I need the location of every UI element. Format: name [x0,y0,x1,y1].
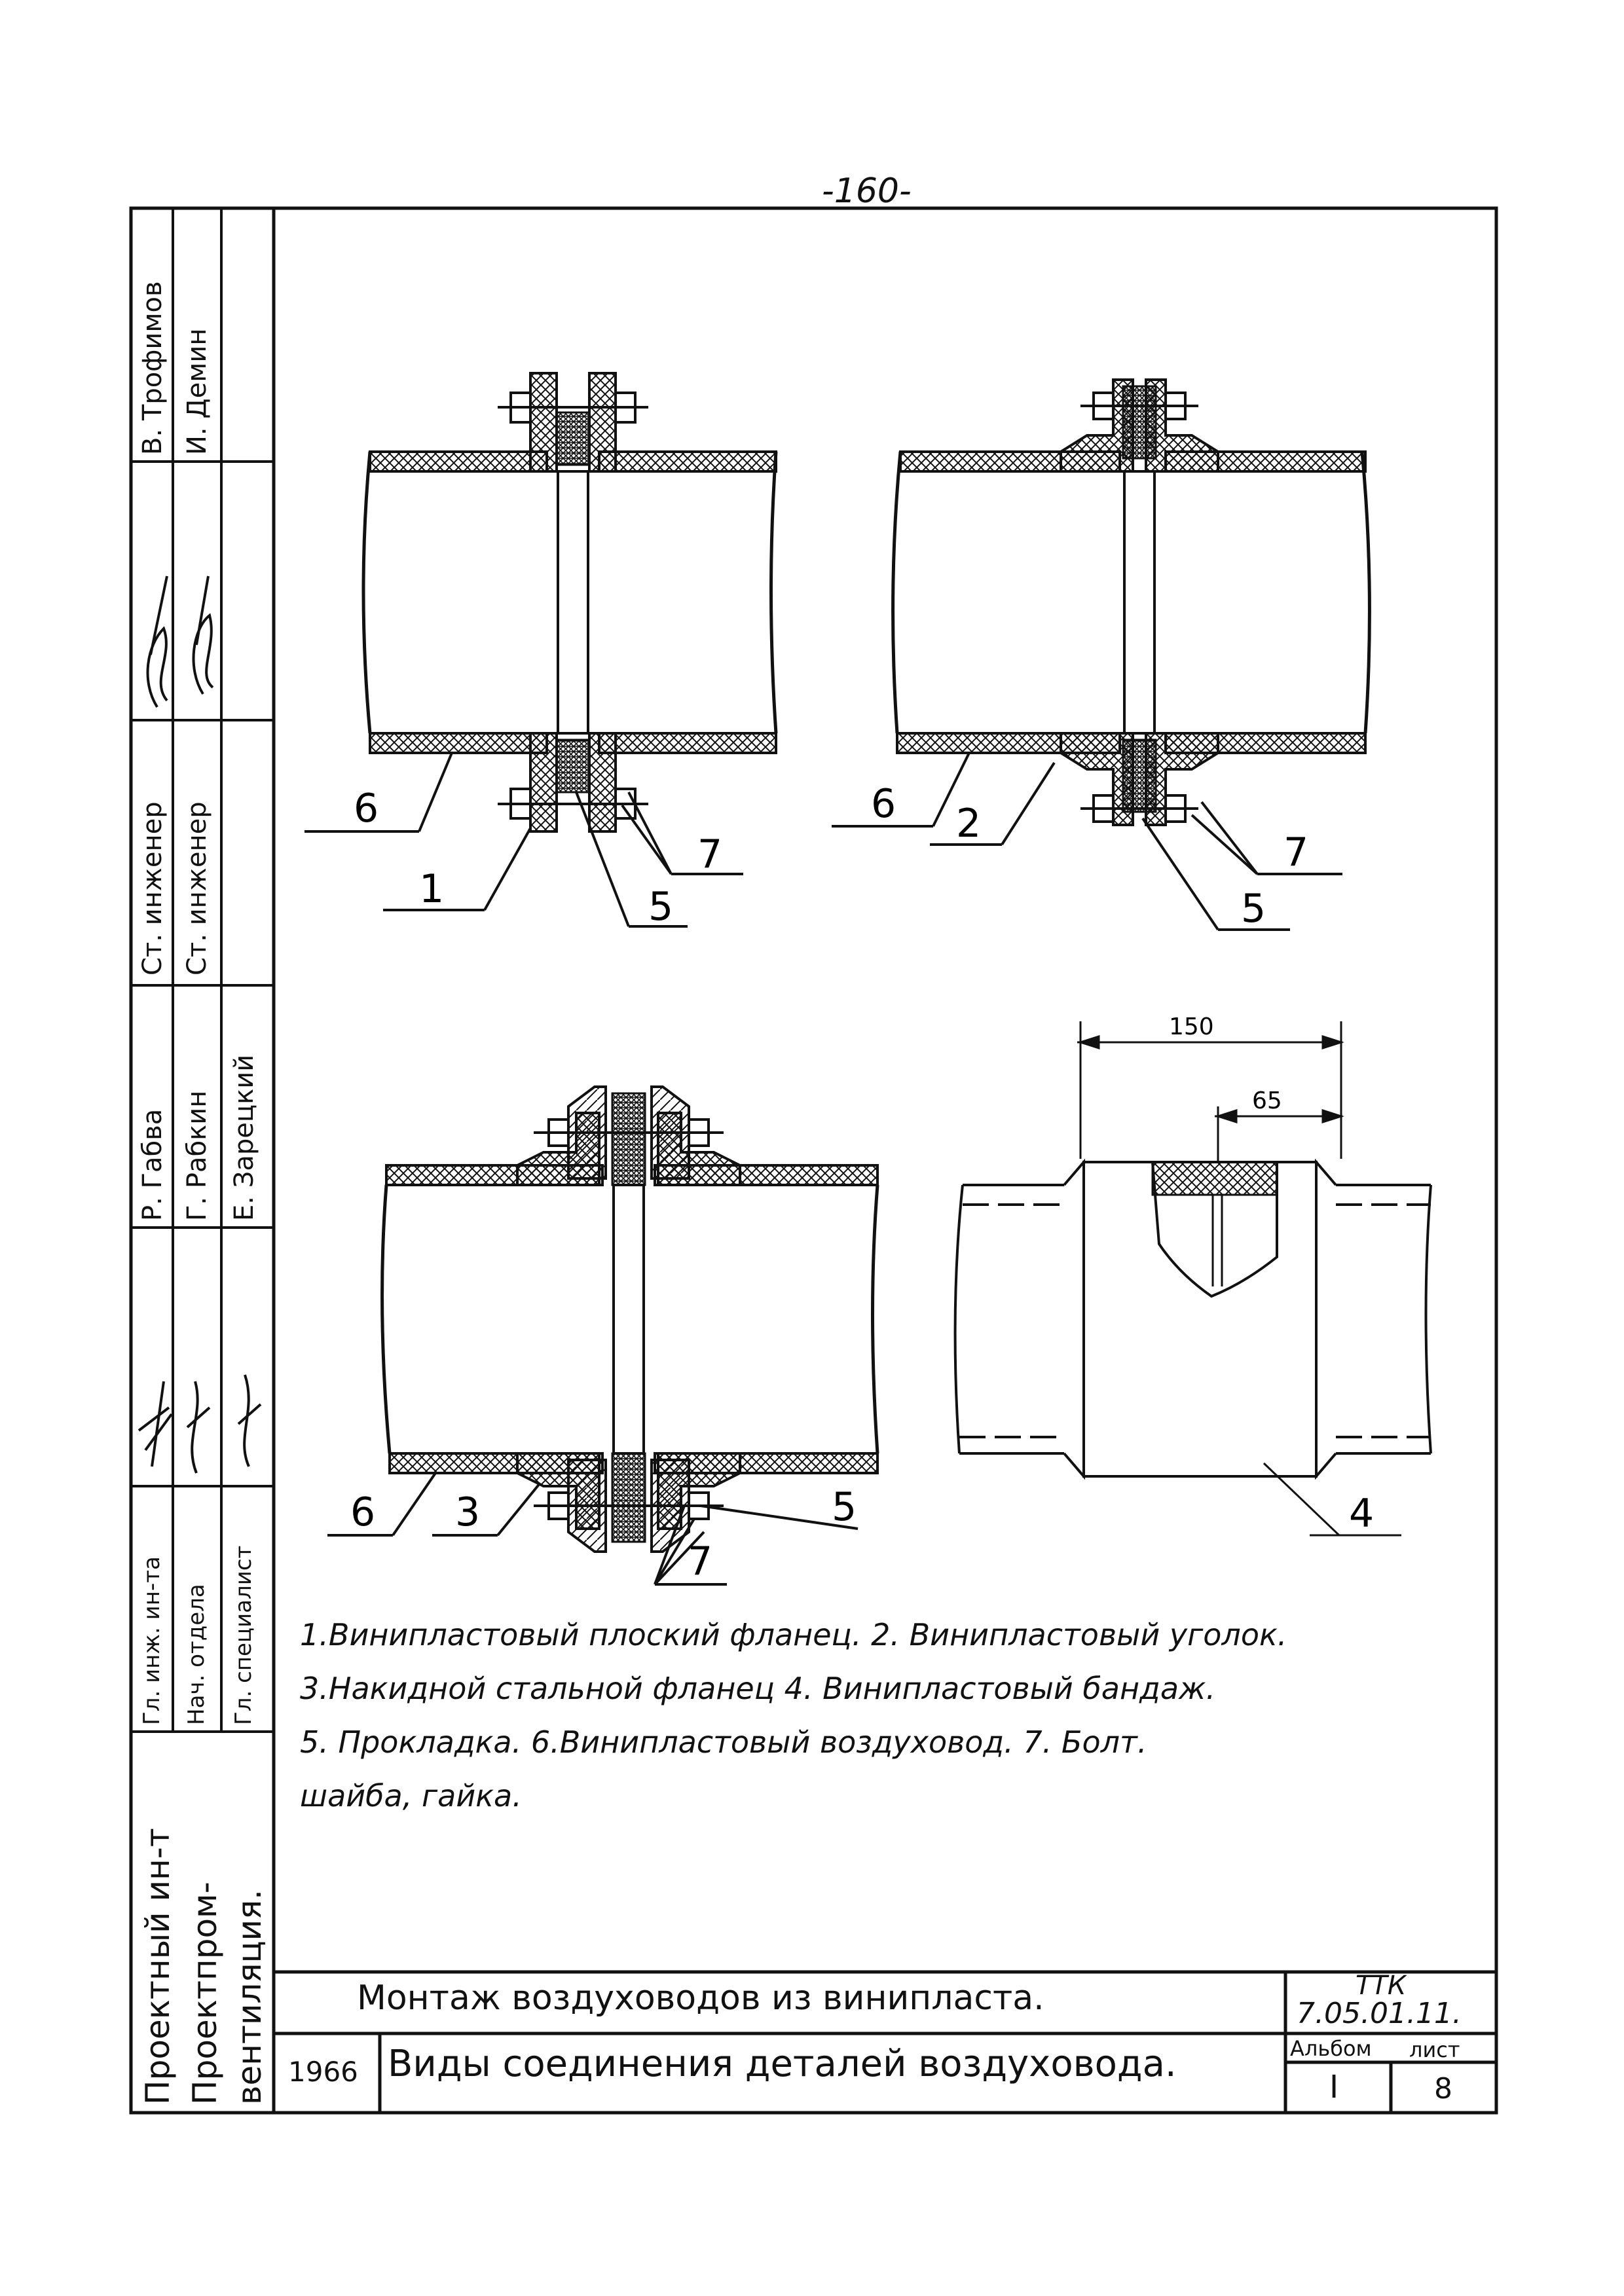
legend-line-2: 3.Накидной стальной фланец 4. Винипластовый бандаж. [300,1671,1216,1706]
v3-callout-7: 7 [688,1539,713,1584]
doc-type: ТТК [1356,1971,1407,2001]
v2-callout-2: 2 [956,801,982,847]
stamp-name-gabva: Р. Габва [138,1108,168,1221]
year: 1966 [288,2056,358,2088]
stamp-position-chief-specialist: Гл. специалист [231,1545,257,1725]
institute-line-2: Проектпром- [186,1882,224,2105]
doc-number: 7.05.01.11. [1297,1997,1462,2030]
institute-line-1: Проектный ин-т [139,1828,177,2105]
view-3-steel-flange-joint [327,1087,877,1584]
dimension-150: 150 [1169,1013,1214,1040]
view-4-bandage-joint [955,1013,1431,1537]
v1-callout-6: 6 [354,786,379,831]
sheet-label: лист [1409,2037,1460,2062]
stamp-name-trofimov: В. Трофимов [138,281,168,455]
view-1-flat-flange-joint [304,373,776,930]
stamp-position-chief-engineer: Гл. инж. ин-та [139,1556,165,1725]
drawing-subtitle: Виды соединения деталей воздуховода. [388,2043,1177,2085]
stamp-position-sr-engineer-1: Ст. инженер [138,801,168,975]
dimension-65: 65 [1252,1087,1282,1114]
stamp-name-rabkin: Г. Рабкин [182,1090,212,1221]
stamp-name-zaretsky: Е. Зарецкий [229,1054,259,1221]
stamp-name-demin: И. Демин [182,328,212,455]
v1-callout-5: 5 [648,884,674,930]
drawing-title: Монтаж воздуховодов из винипласта. [357,1978,1044,2018]
v1-callout-1: 1 [419,866,445,912]
page-number: -160- [822,172,912,211]
album-value: I [1329,2069,1339,2105]
legend-line-3: 5. Прокладка. 6.Винипластовый воздуховод. 7. Болт. [300,1724,1147,1760]
v2-callout-7: 7 [1283,829,1309,875]
legend-line-4: шайба, гайка. [300,1778,522,1813]
v3-callout-3: 3 [455,1489,481,1535]
stamp-position-dept-head: Нач. отдела [183,1584,210,1725]
frame [131,208,1496,2113]
sheet-value: 8 [1434,2072,1452,2105]
v4-callout-4: 4 [1349,1491,1375,1537]
v3-callout-6: 6 [350,1489,376,1535]
institute-line-3: вентиляция. [231,1889,268,2105]
v1-callout-7: 7 [697,831,723,877]
legend-line-1: 1.Винипластовый плоский фланец. 2. Винипластовый уголок. [300,1617,1287,1652]
v2-callout-5: 5 [1241,886,1266,932]
v3-callout-5: 5 [832,1484,857,1530]
stamp-position-sr-engineer-2: Ст. инженер [182,801,212,975]
signatures [139,576,261,1473]
album-label: Альбом [1290,2036,1372,2061]
v2-callout-6: 6 [871,781,896,827]
view-2-angle-joint [832,380,1369,932]
